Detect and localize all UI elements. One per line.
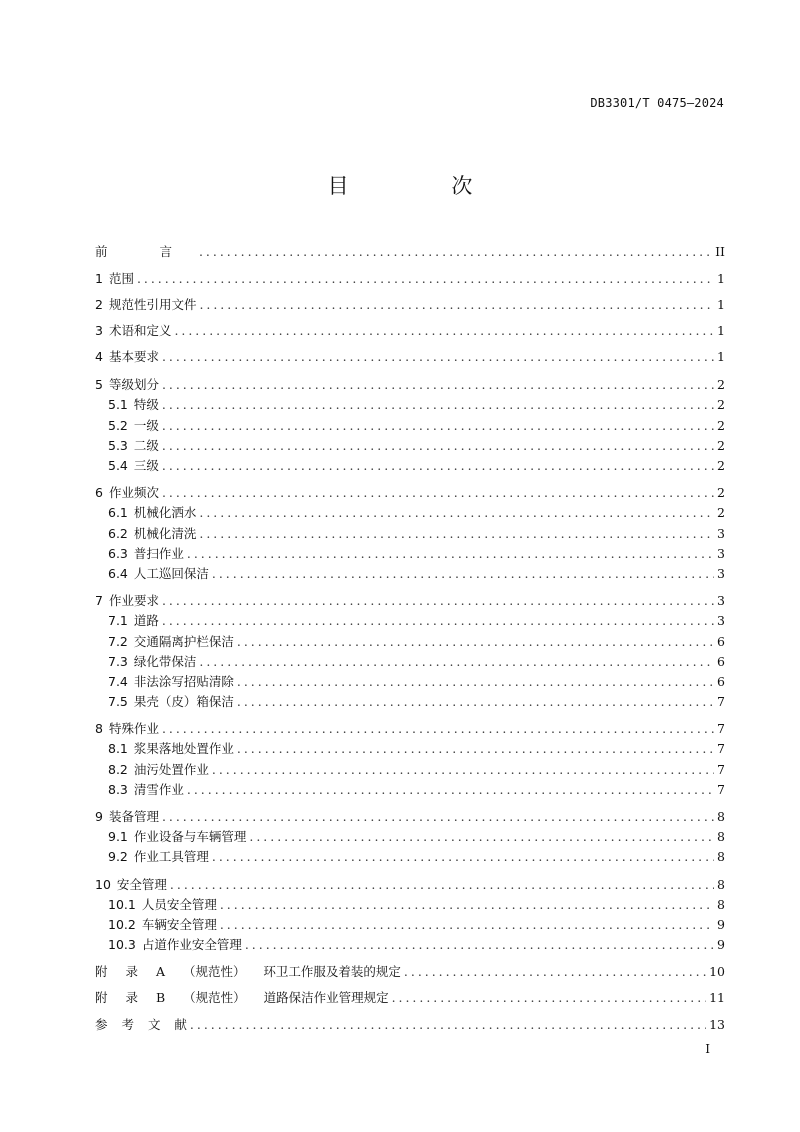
toc-entry-number: 6.1 [108, 505, 128, 520]
toc-entry-number: 9 [95, 809, 103, 824]
toc-entry-page: 8 [717, 809, 725, 824]
dot-leader [190, 1017, 706, 1032]
toc-entry-number: 1 [95, 271, 103, 286]
toc-entry-label: 机械化清洗 [133, 526, 197, 541]
dot-leader [162, 809, 714, 824]
dot-leader [174, 323, 714, 338]
toc-entry-page: 8 [717, 849, 725, 864]
toc-entry-number: 7.5 [108, 694, 128, 709]
toc-entry-label: 油污处置作业 [133, 762, 209, 777]
toc-entry-label: 机械化洒水 [133, 505, 197, 520]
dot-leader [392, 990, 707, 1005]
toc-entry-page: 1 [717, 349, 725, 364]
toc-entry-label: 附 录 B （规范性） 道路保洁作业管理规定 [95, 990, 389, 1005]
dot-leader [137, 271, 714, 286]
toc-entry-label: 特殊作业 [108, 721, 159, 736]
toc-entry-number: 10.1 [108, 897, 136, 912]
toc-entry[interactable] [108, 544, 725, 564]
toc-entry-page: 1 [717, 271, 725, 286]
toc-entry-label: 一级 [133, 418, 159, 433]
toc-entry-number: 7.2 [108, 634, 128, 649]
toc-entry-page: 1 [717, 297, 725, 312]
toc-entry-number: 7.3 [108, 654, 128, 669]
toc-entry-label: 装备管理 [108, 809, 159, 824]
toc-entry-number: 3 [95, 323, 103, 338]
toc-entry[interactable] [95, 321, 725, 341]
dot-leader [199, 654, 714, 669]
toc-entry-page: 11 [709, 990, 725, 1005]
title-text: 目 次 [327, 174, 521, 198]
toc-entry[interactable] [108, 564, 725, 584]
dot-leader [162, 485, 714, 500]
toc-entry-label: 特级 [133, 397, 159, 412]
toc-entry[interactable] [108, 416, 725, 436]
toc-entry-number: 8 [95, 721, 103, 736]
toc-entry-label: 交通隔离护栏保洁 [133, 634, 234, 649]
dot-leader [187, 546, 714, 561]
toc-entry-label: 等级划分 [108, 377, 159, 392]
toc-entry-number: 10 [95, 877, 111, 892]
toc-entry[interactable] [108, 739, 725, 759]
toc-entry-label: 作业频次 [108, 485, 159, 500]
toc-entry-label: 非法涂写招贴清除 [133, 674, 234, 689]
toc-entry[interactable] [108, 935, 725, 955]
toc-entry-page: 3 [717, 566, 725, 581]
toc-entry-label: 作业设备与车辆管理 [133, 829, 247, 844]
dot-leader [187, 782, 714, 797]
toc-entry-page: 3 [717, 613, 725, 628]
dot-leader [162, 593, 714, 608]
toc-entry-number: 5 [95, 377, 103, 392]
dot-leader [162, 377, 714, 392]
toc-entry[interactable] [108, 503, 725, 523]
dot-leader [212, 566, 714, 581]
toc-entry-label: 占道作业安全管理 [141, 937, 242, 952]
toc-entry-page: 3 [717, 526, 725, 541]
dot-leader [220, 917, 714, 932]
toc-entry-page: 2 [717, 397, 725, 412]
toc-entry-page: 6 [717, 634, 725, 649]
toc-entry-page: 2 [717, 438, 725, 453]
toc-entry-label: 果壳（皮）箱保洁 [133, 694, 234, 709]
toc-entry-page: 9 [717, 917, 725, 932]
toc-entry[interactable] [95, 875, 725, 895]
dot-leader [212, 762, 714, 777]
toc-entry-label: 人工巡回保洁 [133, 566, 209, 581]
toc-entry[interactable] [108, 692, 725, 712]
toc-entry-page: 8 [717, 829, 725, 844]
dot-leader [249, 829, 714, 844]
dot-leader [212, 849, 714, 864]
toc-entry-label: 浆果落地处置作业 [133, 741, 234, 756]
toc-entry-page: 2 [717, 458, 725, 473]
dot-leader [199, 505, 714, 520]
page-title [0, 170, 800, 200]
toc-entry-number: 5.4 [108, 458, 128, 473]
toc-entry[interactable] [108, 827, 725, 847]
toc-entry-number: 4 [95, 349, 103, 364]
toc-entry-page: 10 [709, 964, 725, 979]
toc-entry-label: 车辆安全管理 [141, 917, 217, 932]
toc-entry-label: 作业要求 [108, 593, 159, 608]
toc-entry-number: 6.4 [108, 566, 128, 581]
dot-leader [162, 458, 714, 473]
toc-entry-page: 7 [717, 721, 725, 736]
dot-leader [237, 634, 714, 649]
toc-entry[interactable] [95, 719, 725, 739]
toc-entry-label: 术语和定义 [108, 323, 172, 338]
toc-entry-number: 7 [95, 593, 103, 608]
toc-entry-number: 7.1 [108, 613, 128, 628]
toc-entry-page: 2 [717, 418, 725, 433]
toc-entry-page: 13 [709, 1017, 725, 1032]
toc-entry[interactable] [108, 611, 725, 631]
dot-leader [237, 674, 714, 689]
document-code: DB3301/T 0475—2024 [590, 96, 724, 110]
toc-entry-page: 7 [717, 782, 725, 797]
toc-entry[interactable] [108, 632, 725, 652]
toc-entry-label: 道路 [133, 613, 159, 628]
toc-entry-label: 二级 [133, 438, 159, 453]
toc-entry-page: 3 [717, 546, 725, 561]
toc-entry-label: 安全管理 [116, 877, 167, 892]
toc-entry-number: 10.2 [108, 917, 136, 932]
toc-entry-number: 6.3 [108, 546, 128, 561]
toc-entry-label: 基本要求 [108, 349, 159, 364]
toc-entry-page: 3 [717, 593, 725, 608]
toc-entry[interactable] [108, 760, 725, 780]
toc-entry-number: 8.2 [108, 762, 128, 777]
toc-entry-number: 8.3 [108, 782, 128, 797]
dot-leader [404, 964, 706, 979]
toc-entry-number: 5.3 [108, 438, 128, 453]
toc-entry[interactable] [95, 591, 725, 611]
toc-entry-number: 5.2 [108, 418, 128, 433]
toc-entry-number: 6 [95, 485, 103, 500]
toc-entry[interactable] [95, 988, 725, 1008]
toc-entry-page: 8 [717, 897, 725, 912]
toc-entry-label: 作业工具管理 [133, 849, 209, 864]
toc-entry-page: 6 [717, 654, 725, 669]
toc-entry-page: 2 [717, 485, 725, 500]
toc-entry-page: 6 [717, 674, 725, 689]
dot-leader [162, 613, 714, 628]
toc-entry[interactable] [108, 895, 725, 915]
toc-entry-label: 前 言 [95, 244, 196, 259]
dot-leader [162, 418, 714, 433]
toc-entry[interactable] [95, 242, 725, 262]
dot-leader [199, 526, 714, 541]
toc-entry[interactable] [108, 456, 725, 476]
toc-entry-label: 人员安全管理 [141, 897, 217, 912]
toc-entry-label: 参 考 文 献 [95, 1017, 187, 1032]
toc-entry-number: 8.1 [108, 741, 128, 756]
toc-entry-number: 9.2 [108, 849, 128, 864]
toc-entry-label: 附 录 A （规范性） 环卫工作服及着装的规定 [95, 964, 401, 979]
toc-entry-page: 1 [717, 323, 725, 338]
dot-leader [220, 897, 714, 912]
toc-entry-page: II [715, 244, 725, 259]
toc-entry-label: 清雪作业 [133, 782, 184, 797]
toc-entry-number: 6.2 [108, 526, 128, 541]
dot-leader [162, 721, 714, 736]
toc-entry[interactable] [108, 436, 725, 456]
toc-entry-label: 规范性引用文件 [108, 297, 197, 312]
dot-leader [162, 438, 714, 453]
dot-leader [170, 877, 714, 892]
toc-entry[interactable] [108, 915, 725, 935]
toc-entry[interactable] [108, 847, 725, 867]
toc-entry-number: 2 [95, 297, 103, 312]
toc-entry-page: 7 [717, 741, 725, 756]
toc-entry-number: 7.4 [108, 674, 128, 689]
toc-entry-number: 9.1 [108, 829, 128, 844]
toc-entry[interactable] [95, 347, 725, 367]
toc-entry[interactable] [95, 295, 725, 315]
toc-entry-label: 范围 [108, 271, 134, 286]
dot-leader [237, 741, 714, 756]
toc-entry[interactable] [108, 395, 725, 415]
toc-entry[interactable] [95, 269, 725, 289]
toc-entry-page: 8 [717, 877, 725, 892]
toc-entry[interactable] [95, 1015, 725, 1035]
toc-entry-page: 7 [717, 762, 725, 777]
toc-entry-page: 2 [717, 505, 725, 520]
toc-entry[interactable] [108, 652, 725, 672]
toc-entry[interactable] [95, 483, 725, 503]
dot-leader [199, 297, 714, 312]
dot-leader [245, 937, 714, 952]
toc-entry-label: 普扫作业 [133, 546, 184, 561]
toc-entry[interactable] [108, 524, 725, 544]
toc-entry-label: 绿化带保洁 [133, 654, 197, 669]
toc-entry-page: 2 [717, 377, 725, 392]
toc-entry[interactable] [108, 780, 725, 800]
dot-leader [162, 349, 714, 364]
page-number: I [705, 1042, 710, 1056]
dot-leader [162, 397, 714, 412]
toc-entry-page: 7 [717, 694, 725, 709]
toc-entry-label: 三级 [133, 458, 159, 473]
dot-leader [199, 244, 712, 259]
toc-entry[interactable] [95, 375, 725, 395]
toc-entry-page: 9 [717, 937, 725, 952]
dot-leader [237, 694, 714, 709]
toc-entry[interactable] [95, 962, 725, 982]
toc-entry[interactable] [95, 807, 725, 827]
toc-entry-number: 10.3 [108, 937, 136, 952]
toc-entry-number: 5.1 [108, 397, 128, 412]
toc-entry[interactable] [108, 672, 725, 692]
